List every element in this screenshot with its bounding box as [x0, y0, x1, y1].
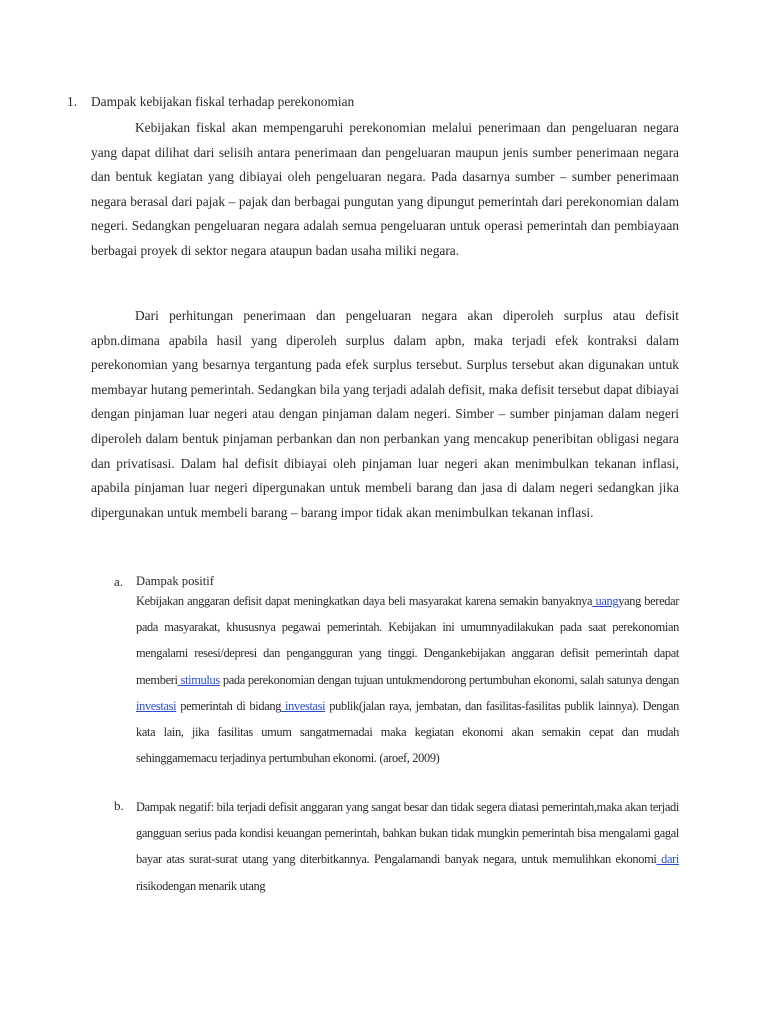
sub-item-b-text	[136, 794, 679, 899]
text-run: risikodengan menarik utang	[136, 878, 266, 893]
item-heading: Dampak kebijakan fiskal terhadap perekonomian	[91, 94, 355, 109]
text-run: publik(jalan raya, jembatan, dan fasilitas-fasilitas publik lainnya). Dengan kata lain, jika fasilitas umum sangatmemadai maka kegiatan ekonomi akan semakin cepat dan mudah sehinggamemacu terjadinya pertumbuhan ekonomi. (aroef, 2009)	[136, 698, 679, 766]
text-run: Dampak negatif: bila terjadi defisit anggaran yang sangat besar dan tidak segera diatasi pemerintah,maka akan terjadi gangguan serius pada kondisi keuangan pemerintah, bahkan bukan tidak mungkin pemerintah bisa mengalami gagal bayar atas surat-surat utang yang diterbitkannya. Pengalamandi banyak negara, untuk memulihkan ekonomi	[136, 800, 679, 867]
sub-item-marker-a: a.	[114, 574, 124, 589]
link-investasi-1[interactable]: investasi	[136, 698, 177, 713]
text-run: yang beredar pada masyarakat, khususnya pegawai pemerintah. Kebijakan ini umumnyadilakukan pada saat perekonomian mengalami resesi/depresi dan pengangguran yang tinggi. Dengankebijakan anggaran defisit pemerintah dapat memberi	[136, 594, 679, 687]
text-run: pada perekonomian dengan tujuan untukmendorong pertumbuhan ekonomi, salah satunya dengan	[219, 672, 679, 687]
link-uang[interactable]: uang	[592, 594, 619, 608]
sub-item-heading-a: Dampak positif	[136, 574, 214, 588]
link-investasi-2[interactable]: investasi	[281, 698, 326, 713]
link-stimulus[interactable]: stimulus	[177, 672, 220, 687]
text-run: Kebijakan anggaran defisit dapat meningkatkan daya beli masyarakat karena semakin banyaknya	[136, 594, 593, 608]
sub-item-marker-b: b.	[114, 798, 124, 813]
item-number: 1.	[67, 94, 78, 109]
text-run: pemerintah di bidang	[176, 698, 282, 713]
body-paragraph-1: Kebijakan fiskal akan mempengaruhi perekonomian melalui penerimaan dan pengeluaran negara yang dapat dilihat dari selisih antara penerimaan dan pengeluaran maupun jenis sumber penerimaan negara dan bentuk kegiatan yang dibiayai oleh pengeluaran negara. Pada dasarnya sumber – sumber penerimaan negara berasal dari pajak – pajak dan berbagai pungutan yang dipungut pemerintah dari perekonomian dalam negeri. Sedangkan pengeluaran negara adalah semua pengeluaran untuk operasi pemerintah dan pembiayaan berbagai proyek di sektor negara ataupun badan usaha miliki negara.	[91, 120, 679, 258]
body-paragraph-2: Dari perhitungan penerimaan dan pengeluaran negara akan diperoleh surplus atau defisit apbn.dimana apabila hasil yang diperoleh surplus dalam apbn, maka terjadi efek kontraksi dalam perekonomian yang besarnya tergantung pada efek surplus tersebut. Surplus tersebut akan digunakan untuk membayar hutang pemerintah. Sedangkan bila yang terjadi adalah defisit, maka defisit tersebut dapat dibiayai dengan pinjaman luar negeri atau dengan pinjaman dalam negeri. Simber – sumber pinjaman dalam negeri diperoleh dalam bentuk pinjaman perbankan dan non perbankan yang mencakup peneribitan obligasi negara dan privatisasi. Dalam hal defisit dibiayai oleh pinjaman luar negeri akan menimbulkan tekanan inflasi, apabila pinjaman luar negeri dipergunakan untuk membeli barang dan jasa di dalam negeri sedangkan jika dipergunakan untuk membeli barang – barang impor tidak akan menimbulkan tekanan inflasi.	[91, 308, 679, 520]
sub-item-a-text	[136, 588, 679, 771]
link-dari[interactable]: dari	[656, 852, 679, 867]
